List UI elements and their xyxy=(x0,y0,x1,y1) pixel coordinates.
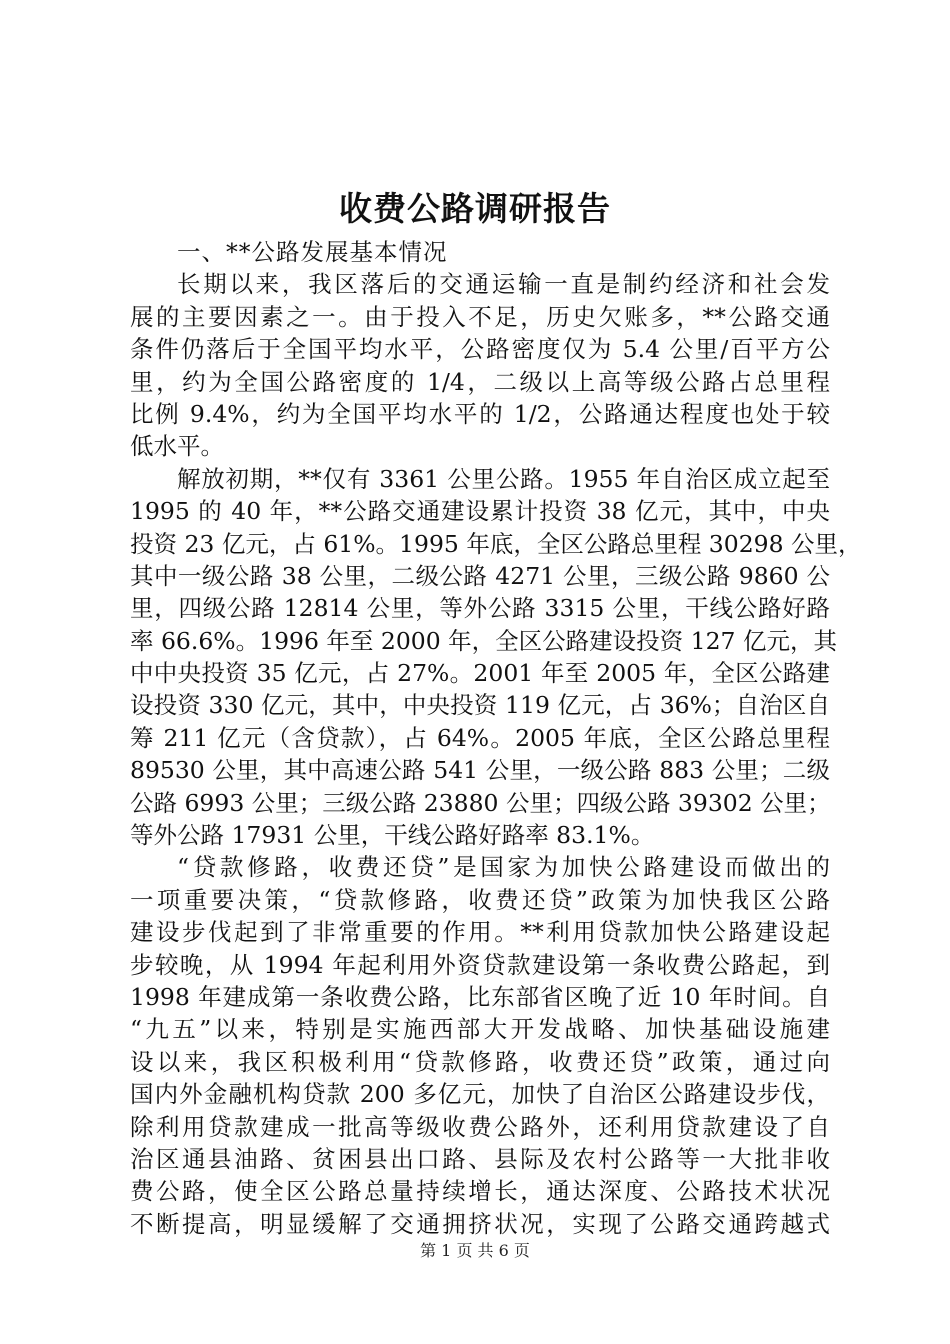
section-heading: 一、**公路发展基本情况 xyxy=(177,238,448,266)
paragraph-line: 国内外金融机构贷款 200 多亿元，加快了自治区公路建设步伐， xyxy=(130,1080,830,1109)
paragraph-line: 建设步伐起到了非常重要的作用。**利用贷款加快公路建设起 xyxy=(130,918,830,947)
paragraph-line: 中中央投资 35 亿元，占 27%。2001 年至 2005 年，全区公路建 xyxy=(130,659,830,688)
paragraph-line: 率 66.6%。1996 年至 2000 年，全区公路建设投资 127 亿元，其 xyxy=(130,626,837,655)
paragraph-line: 里，约为全国公路密度的 1/4，二级以上高等级公路占总里程 xyxy=(130,367,830,396)
paragraph-line: 筹 211 亿元（含贷款），占 64%。2005 年底，全区公路总里程 xyxy=(130,723,830,752)
paragraph-line: 不断提高，明显缓解了交通拥挤状况，实现了公路交通跨越式 xyxy=(130,1209,830,1238)
paragraph-1 xyxy=(130,268,830,462)
paragraph-2 xyxy=(130,463,862,852)
paragraph-line: 等外公路 17931 公里，干线公路好路率 83.1%。 xyxy=(130,821,655,850)
paragraph-line: 一项重要决策，“贷款修路，收费还贷”政策为加快我区公路 xyxy=(130,885,830,914)
page-footer: 第 1 页 共 6 页 xyxy=(420,1241,530,1260)
paragraph-line: 1998 年建成第一条收费公路，比东部省区晚了近 10 年时间。自 xyxy=(130,983,830,1011)
paragraph-line: 除利用贷款建成一批高等级收费公路外，还利用贷款建设了自 xyxy=(130,1112,830,1141)
paragraph-line: 长期以来，我区落后的交通运输一直是制约经济和社会发 xyxy=(177,270,830,299)
paragraph-line: 比例 9.4%，约为全国平均水平的 1/2，公路通达程度也处于较 xyxy=(130,399,830,428)
paragraph-line: “九五”以来，特别是实施西部大开发战略、加快基础设施建 xyxy=(130,1015,830,1044)
paragraph-line: 设投资 330 亿元，其中，中央投资 119 亿元，占 36%；自治区自 xyxy=(130,691,830,720)
paragraph-line: 里，四级公路 12814 公里，等外公路 3315 公里，干线公路好路 xyxy=(130,594,830,623)
paragraph-line: 费公路，使全区公路总量持续增长，通达深度、公路技术状况 xyxy=(130,1177,830,1206)
paragraph-line: 1995 的 40 年，**公路交通建设累计投资 38 亿元，其中，中央 xyxy=(130,497,830,526)
paragraph-line: 投资 23 亿元，占 61%。1995 年底，全区公路总里程 30298 公里， xyxy=(130,529,862,558)
paragraph-line: 步较晚，从 1994 年起利用外资贷款建设第一条收费公路起，到 xyxy=(130,950,830,979)
paragraph-line: 89530 公里，其中高速公路 541 公里，一级公路 883 公里；二级 xyxy=(130,756,830,785)
paragraph-line: 公路 6993 公里；三级公路 23880 公里；四级公路 39302 公里； xyxy=(130,788,831,817)
document-title: 收费公路调研报告 xyxy=(339,189,611,228)
paragraph-line: 解放初期，**仅有 3361 公里公路。1955 年自治区成立起至 xyxy=(177,464,830,493)
paragraph-line: 低水平。 xyxy=(130,432,224,461)
paragraph-3 xyxy=(130,851,830,1240)
paragraph-line: 设以来，我区积极利用“贷款修路，收费还贷”政策，通过向 xyxy=(130,1047,830,1076)
paragraph-line: 条件仍落后于全国平均水平，公路密度仅为 5.4 公里/百平方公 xyxy=(130,335,830,364)
paragraph-line: 展的主要因素之一。由于投入不足，历史欠账多，**公路交通 xyxy=(130,302,830,331)
paragraph-line: 其中一级公路 38 公里，二级公路 4271 公里，三级公路 9860 公 xyxy=(130,561,830,590)
paragraph-line: 治区通县油路、贫困县出口路、县际及农村公路等一大批非收 xyxy=(130,1144,830,1173)
document-body xyxy=(130,236,862,1240)
paragraph-line: “贷款修路，收费还贷”是国家为加快公路建设而做出的 xyxy=(177,853,830,882)
